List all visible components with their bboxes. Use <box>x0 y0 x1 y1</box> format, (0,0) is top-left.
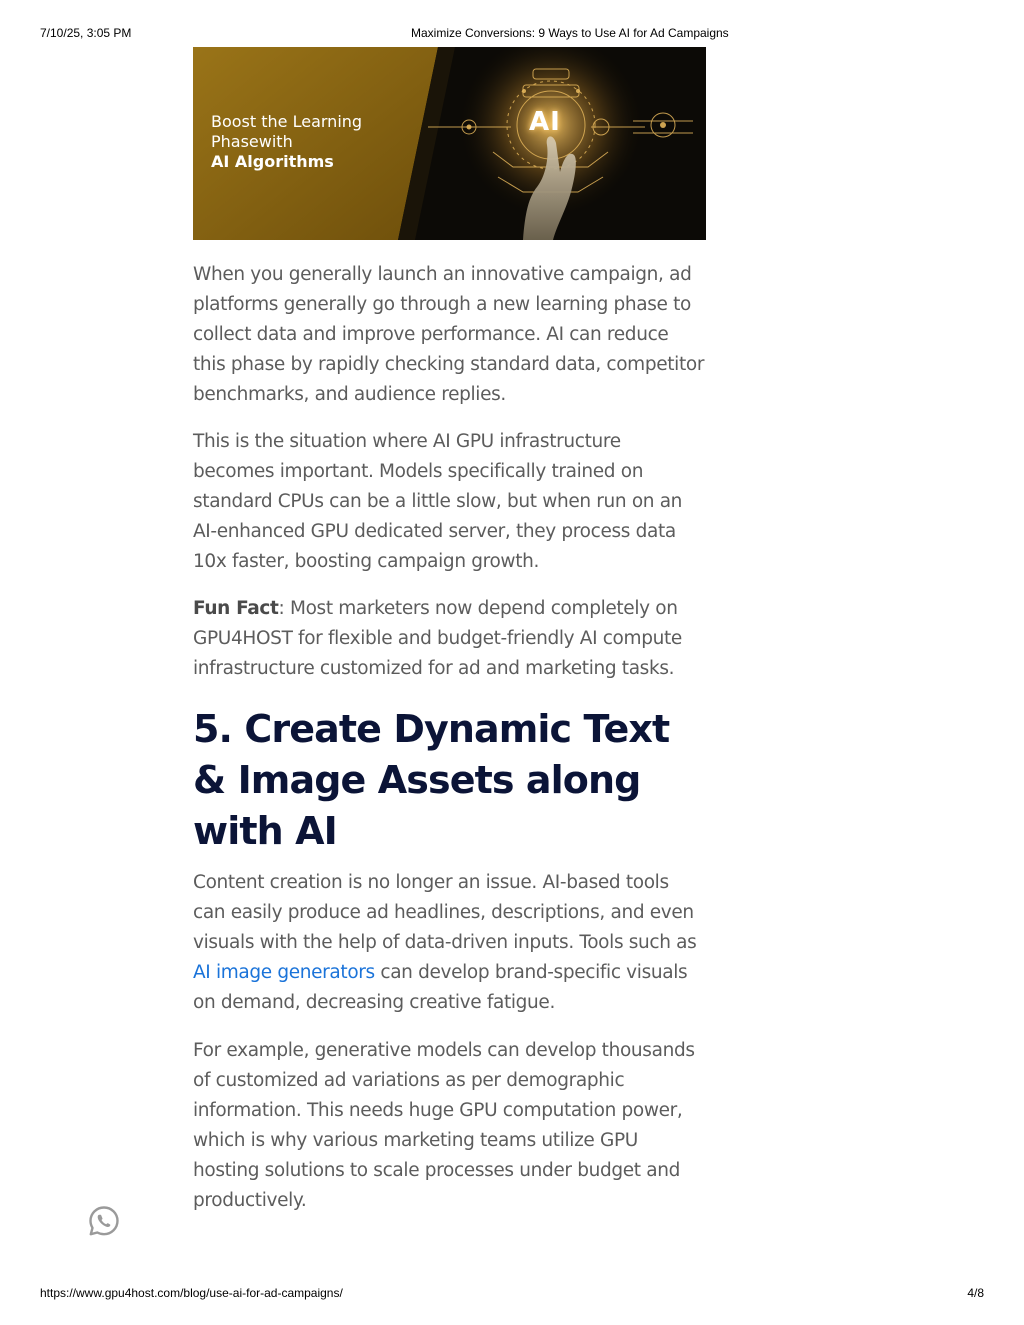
hero-line-1: Boost the Learning <box>211 112 363 131</box>
hero-line-2: Phasewith <box>211 132 293 151</box>
print-footer <box>40 1285 984 1301</box>
paragraph-generative-models: For example, generative models can develop thousands of customized ad variations as per demographic information. This needs huge GPU computation power, which is why various marketing teams utilize GPU hosting solutions to scale processes under budget and productively. <box>193 1040 695 1211</box>
paragraph-content-creation <box>193 868 706 1018</box>
print-page-title: Maximize Conversions: 9 Ways to Use AI for Ad Campaigns <box>411 26 729 40</box>
content-creation-text-2: can develop brand-specific visuals on demand, decreasing creative fatigue. <box>193 962 688 1013</box>
whatsapp-icon[interactable] <box>87 1204 121 1238</box>
content-creation-text-1: Content creation is no longer an issue. AI-based tools can easily produce ad headlines, descriptions, and even visuals with the help of data-driven inputs. Tools such as <box>193 872 697 953</box>
ai-image-generators-link[interactable]: AI image generators <box>193 962 375 983</box>
print-header <box>40 25 984 41</box>
print-datetime: 7/10/25, 3:05 PM <box>40 26 132 40</box>
paragraph-fun-fact <box>193 594 706 684</box>
hero-line-3: AI Algorithms <box>211 152 334 171</box>
fun-fact-text: : Most marketers now depend completely on GPU4HOST for flexible and budget-friendly AI compute infrastructure customized for ad and marketing tasks. <box>193 598 682 679</box>
hero-image <box>193 47 706 240</box>
section-heading: 5. Create Dynamic Text & Image Assets along with AI <box>193 707 670 853</box>
paragraph-gpu-infrastructure: This is the situation where AI GPU infrastructure becomes important. Models specifically trained on standard CPUs can be a little slow, but when run on an AI-enhanced GPU dedicated server, they process data 10x faster, boosting campaign growth. <box>193 431 683 572</box>
hero-caption <box>211 112 362 172</box>
print-page-number: 4/8 <box>967 1286 984 1300</box>
paragraph-learning-phase: When you generally launch an innovative campaign, ad platforms generally go through a new learning phase to collect data and improve performance. AI can reduce this phase by rapidly checking standard data, competitor benchmarks, and audience replies. <box>193 264 705 405</box>
article-content <box>193 47 706 1216</box>
ai-badge: AI <box>529 107 561 137</box>
fun-fact-label: Fun Fact <box>193 598 279 619</box>
print-url: https://www.gpu4host.com/blog/use-ai-for-ad-campaigns/ <box>40 1286 343 1300</box>
